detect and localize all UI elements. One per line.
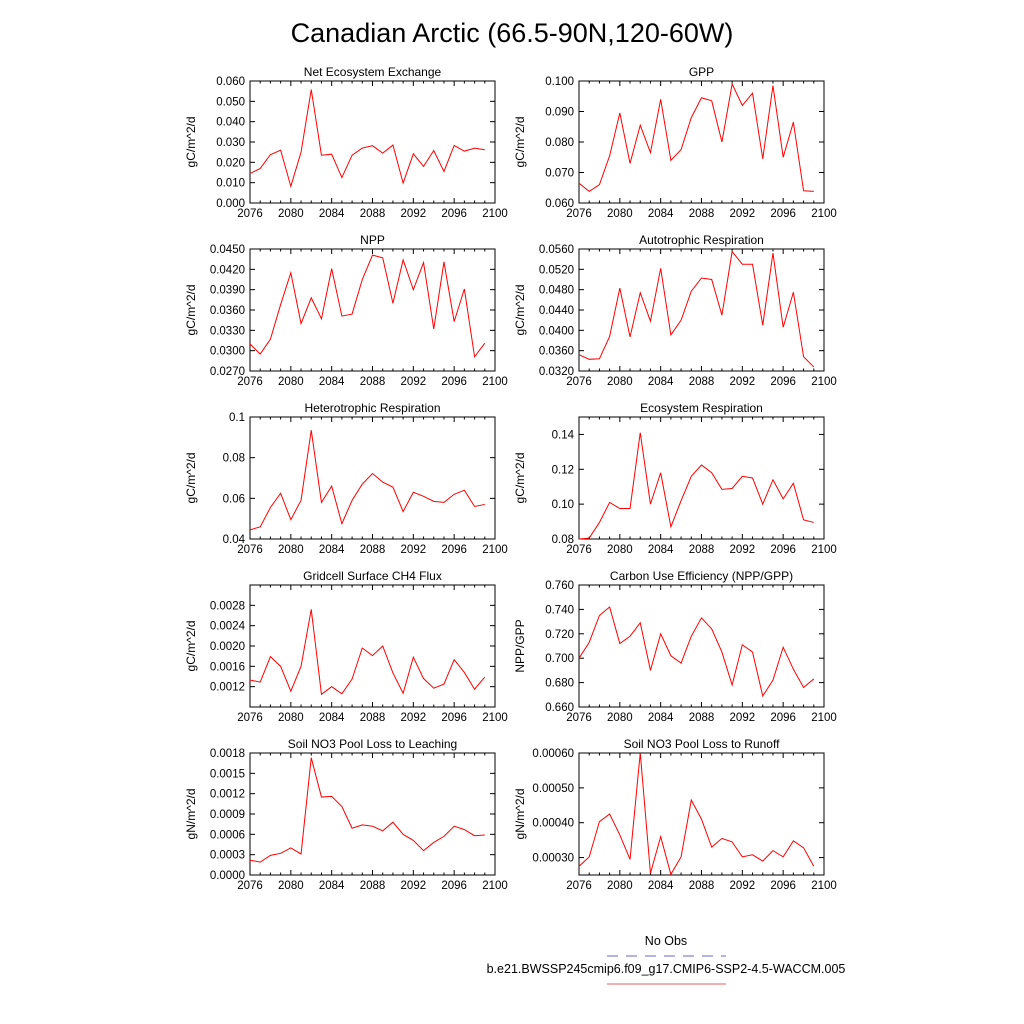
y-tick-label: 0.0024 bbox=[209, 620, 245, 633]
y-tick-label: 0.0028 bbox=[209, 600, 245, 613]
panels-group bbox=[184, 65, 837, 892]
y-tick-label: 0.0400 bbox=[538, 325, 574, 338]
y-tick-label: 0.08 bbox=[551, 534, 574, 546]
panel-gridcell-surface-ch4-flux bbox=[184, 569, 508, 724]
y-tick-label: 0.0006 bbox=[209, 829, 245, 842]
panel-title: GPP bbox=[688, 65, 715, 79]
x-tick-label: 2100 bbox=[811, 880, 837, 892]
panel-gpp bbox=[513, 65, 837, 220]
x-tick-label: 2084 bbox=[647, 880, 674, 892]
y-tick-label: 0.04 bbox=[222, 534, 245, 546]
x-tick-label: 2080 bbox=[607, 376, 633, 388]
y-tick-label: 0.020 bbox=[216, 157, 245, 170]
y-tick-label: 0.08 bbox=[222, 452, 245, 465]
x-tick-label: 2092 bbox=[400, 208, 427, 220]
y-tick-label: 0.760 bbox=[545, 580, 574, 592]
plot-frame bbox=[250, 585, 495, 707]
y-tick-label: 0.0012 bbox=[209, 681, 245, 694]
y-tick-label: 0.00050 bbox=[532, 782, 574, 795]
series-line bbox=[250, 609, 485, 694]
series-line bbox=[250, 758, 485, 862]
y-tick-label: 0.700 bbox=[545, 653, 574, 666]
panel-title: NPP bbox=[360, 233, 385, 247]
x-tick-label: 2080 bbox=[278, 880, 304, 892]
panel-ecosystem-respiration bbox=[513, 401, 837, 556]
series-line bbox=[250, 255, 485, 357]
x-tick-label: 2076 bbox=[566, 208, 592, 220]
x-tick-label: 2096 bbox=[441, 880, 467, 892]
x-tick-label: 2080 bbox=[607, 712, 633, 724]
y-axis-label: gC/m^2/d bbox=[184, 452, 198, 504]
x-tick-label: 2096 bbox=[441, 376, 467, 388]
x-tick-label: 2088 bbox=[359, 544, 386, 556]
y-tick-label: 0.0360 bbox=[538, 345, 574, 358]
series-line bbox=[579, 607, 814, 696]
x-tick-label: 2092 bbox=[400, 376, 427, 388]
y-tick-label: 0.660 bbox=[545, 702, 574, 714]
x-tick-label: 2096 bbox=[770, 712, 796, 724]
y-tick-label: 0.060 bbox=[545, 198, 574, 210]
x-tick-label: 2076 bbox=[237, 880, 263, 892]
y-tick-label: 0.0015 bbox=[209, 768, 245, 781]
x-tick-label: 2076 bbox=[237, 544, 263, 556]
x-tick-label: 2100 bbox=[482, 544, 508, 556]
series-line bbox=[579, 433, 814, 539]
panel-soil-no3-pool-loss-to-runoff bbox=[513, 737, 837, 892]
panel-autotrophic-respiration bbox=[513, 233, 837, 388]
y-tick-label: 0.00060 bbox=[532, 748, 574, 760]
x-tick-label: 2084 bbox=[318, 544, 345, 556]
y-axis-label: gC/m^2/d bbox=[184, 116, 198, 168]
y-tick-label: 0.0009 bbox=[209, 809, 245, 821]
plot-frame bbox=[250, 753, 495, 875]
x-tick-label: 2096 bbox=[770, 208, 796, 220]
y-tick-label: 0.0018 bbox=[209, 748, 245, 760]
y-axis-label: gN/m^2/d bbox=[184, 788, 198, 840]
y-axis-label: gC/m^2/d bbox=[513, 452, 527, 504]
plot-frame bbox=[250, 417, 495, 539]
y-tick-label: 0.0012 bbox=[209, 788, 245, 801]
y-tick-label: 0.0016 bbox=[209, 661, 245, 674]
y-tick-label: 0.00040 bbox=[532, 817, 574, 830]
y-axis-label: NPP/GPP bbox=[513, 619, 527, 673]
plot-frame bbox=[579, 753, 824, 875]
y-tick-label: 0.040 bbox=[216, 116, 245, 129]
x-tick-label: 2092 bbox=[729, 880, 756, 892]
panel-carbon-use-efficiency-npp-gpp bbox=[513, 569, 837, 724]
y-tick-label: 0.0450 bbox=[209, 244, 245, 256]
panel-title: Ecosystem Respiration bbox=[640, 401, 763, 415]
y-tick-label: 0.0420 bbox=[209, 264, 245, 277]
series-line bbox=[579, 753, 814, 874]
plot-frame bbox=[250, 81, 495, 203]
y-tick-label: 0.0520 bbox=[538, 264, 574, 277]
plot-frame bbox=[579, 585, 824, 707]
panel-title: Heterotrophic Respiration bbox=[304, 401, 441, 415]
panel-title: Net Ecosystem Exchange bbox=[303, 65, 442, 79]
y-tick-label: 0.0270 bbox=[209, 366, 245, 378]
x-tick-label: 2080 bbox=[607, 880, 633, 892]
x-tick-label: 2092 bbox=[729, 208, 756, 220]
x-tick-label: 2100 bbox=[811, 544, 837, 556]
y-tick-label: 0.080 bbox=[545, 137, 574, 149]
figure-title: Canadian Arctic (66.5-90N,120-60W) bbox=[290, 18, 734, 48]
x-tick-label: 2100 bbox=[811, 376, 837, 388]
y-tick-label: 0.0020 bbox=[209, 641, 245, 653]
y-tick-label: 0.0560 bbox=[538, 244, 574, 256]
legend-label-no-obs: No Obs bbox=[644, 934, 688, 948]
y-tick-label: 0.00030 bbox=[532, 852, 574, 865]
y-tick-label: 0.0300 bbox=[209, 345, 245, 358]
x-tick-label: 2088 bbox=[688, 544, 715, 556]
y-tick-label: 0.0003 bbox=[209, 849, 245, 862]
x-tick-label: 2092 bbox=[729, 544, 756, 556]
y-axis-label: gN/m^2/d bbox=[513, 788, 527, 840]
series-line bbox=[579, 252, 814, 367]
y-tick-label: 0.000 bbox=[216, 198, 245, 210]
x-tick-label: 2080 bbox=[278, 208, 304, 220]
x-tick-label: 2076 bbox=[566, 880, 592, 892]
y-tick-label: 0.720 bbox=[545, 628, 574, 641]
x-tick-label: 2100 bbox=[811, 208, 837, 220]
y-tick-label: 0.0390 bbox=[209, 284, 245, 297]
plot-frame bbox=[579, 417, 824, 539]
y-tick-label: 0.1 bbox=[229, 412, 245, 424]
x-tick-label: 2088 bbox=[688, 376, 715, 388]
panel-title: Soil NO3 Pool Loss to Runoff bbox=[623, 737, 780, 751]
y-tick-label: 0.0360 bbox=[209, 305, 245, 317]
x-tick-label: 2100 bbox=[482, 880, 508, 892]
x-tick-label: 2088 bbox=[688, 880, 715, 892]
x-tick-label: 2076 bbox=[237, 712, 263, 724]
y-tick-label: 0.0000 bbox=[209, 870, 245, 882]
x-tick-label: 2076 bbox=[566, 712, 592, 724]
panel-title: Soil NO3 Pool Loss to Leaching bbox=[287, 737, 458, 751]
panel-title: Autotrophic Respiration bbox=[639, 233, 764, 247]
x-tick-label: 2100 bbox=[811, 712, 837, 724]
panel-heterotrophic-respiration bbox=[184, 401, 508, 556]
y-axis-label: gC/m^2/d bbox=[513, 116, 527, 168]
y-tick-label: 0.740 bbox=[545, 604, 574, 617]
plot-frame bbox=[579, 249, 824, 371]
x-tick-label: 2100 bbox=[482, 712, 508, 724]
x-tick-label: 2092 bbox=[729, 376, 756, 388]
x-tick-label: 2096 bbox=[441, 712, 467, 724]
y-tick-label: 0.100 bbox=[545, 76, 574, 88]
y-tick-label: 0.030 bbox=[216, 137, 245, 149]
x-tick-label: 2088 bbox=[688, 208, 715, 220]
panel-soil-no3-pool-loss-to-leaching bbox=[184, 737, 508, 892]
x-tick-label: 2100 bbox=[482, 376, 508, 388]
x-tick-label: 2080 bbox=[278, 376, 304, 388]
x-tick-label: 2084 bbox=[318, 208, 345, 220]
y-tick-label: 0.050 bbox=[216, 96, 245, 109]
y-axis-label: gC/m^2/d bbox=[513, 284, 527, 336]
x-tick-label: 2084 bbox=[647, 376, 674, 388]
x-tick-label: 2092 bbox=[400, 880, 427, 892]
y-tick-label: 0.0440 bbox=[538, 305, 574, 317]
x-tick-label: 2080 bbox=[278, 544, 304, 556]
x-tick-label: 2092 bbox=[400, 544, 427, 556]
x-tick-label: 2084 bbox=[647, 544, 674, 556]
legend bbox=[487, 934, 846, 984]
x-tick-label: 2084 bbox=[318, 376, 345, 388]
y-axis-label: gC/m^2/d bbox=[184, 620, 198, 672]
x-tick-label: 2096 bbox=[770, 544, 796, 556]
y-tick-label: 0.680 bbox=[545, 677, 574, 690]
x-tick-label: 2076 bbox=[237, 208, 263, 220]
x-tick-label: 2088 bbox=[359, 880, 386, 892]
series-line bbox=[250, 90, 485, 187]
y-tick-label: 0.090 bbox=[545, 106, 574, 119]
x-tick-label: 2096 bbox=[770, 880, 796, 892]
x-tick-label: 2084 bbox=[647, 712, 674, 724]
x-tick-label: 2096 bbox=[441, 544, 467, 556]
y-tick-label: 0.060 bbox=[216, 76, 245, 88]
x-tick-label: 2100 bbox=[482, 208, 508, 220]
x-tick-label: 2092 bbox=[729, 712, 756, 724]
panel-net-ecosystem-exchange bbox=[184, 65, 508, 220]
x-tick-label: 2088 bbox=[688, 712, 715, 724]
x-tick-label: 2092 bbox=[400, 712, 427, 724]
x-tick-label: 2084 bbox=[318, 712, 345, 724]
y-tick-label: 0.0320 bbox=[538, 366, 574, 378]
y-axis-label: gC/m^2/d bbox=[184, 284, 198, 336]
panel-title: Carbon Use Efficiency (NPP/GPP) bbox=[609, 569, 794, 583]
x-tick-label: 2088 bbox=[359, 712, 386, 724]
x-tick-label: 2080 bbox=[607, 208, 633, 220]
y-tick-label: 0.070 bbox=[545, 167, 574, 180]
y-tick-label: 0.12 bbox=[551, 464, 574, 477]
x-tick-label: 2088 bbox=[359, 376, 386, 388]
x-tick-label: 2076 bbox=[237, 376, 263, 388]
y-tick-label: 0.0480 bbox=[538, 284, 574, 297]
x-tick-label: 2084 bbox=[647, 208, 674, 220]
x-tick-label: 2076 bbox=[566, 544, 592, 556]
series-line bbox=[250, 430, 485, 530]
y-tick-label: 0.0330 bbox=[209, 325, 245, 338]
x-tick-label: 2076 bbox=[566, 376, 592, 388]
x-tick-label: 2084 bbox=[318, 880, 345, 892]
y-tick-label: 0.10 bbox=[551, 499, 574, 512]
x-tick-label: 2096 bbox=[441, 208, 467, 220]
legend-label-model-run: b.e21.BWSSP245cmip6.f09_g17.CMIP6-SSP2-4.5-WACCM.005 bbox=[486, 962, 846, 976]
x-tick-label: 2080 bbox=[278, 712, 304, 724]
x-tick-label: 2080 bbox=[607, 544, 633, 556]
panel-npp bbox=[184, 233, 508, 388]
y-tick-label: 0.010 bbox=[216, 177, 245, 190]
y-tick-label: 0.06 bbox=[222, 493, 245, 506]
panel-title: Gridcell Surface CH4 Flux bbox=[303, 569, 442, 583]
x-tick-label: 2096 bbox=[770, 376, 796, 388]
x-tick-label: 2088 bbox=[359, 208, 386, 220]
series-line bbox=[579, 84, 814, 191]
y-tick-label: 0.14 bbox=[551, 429, 574, 442]
